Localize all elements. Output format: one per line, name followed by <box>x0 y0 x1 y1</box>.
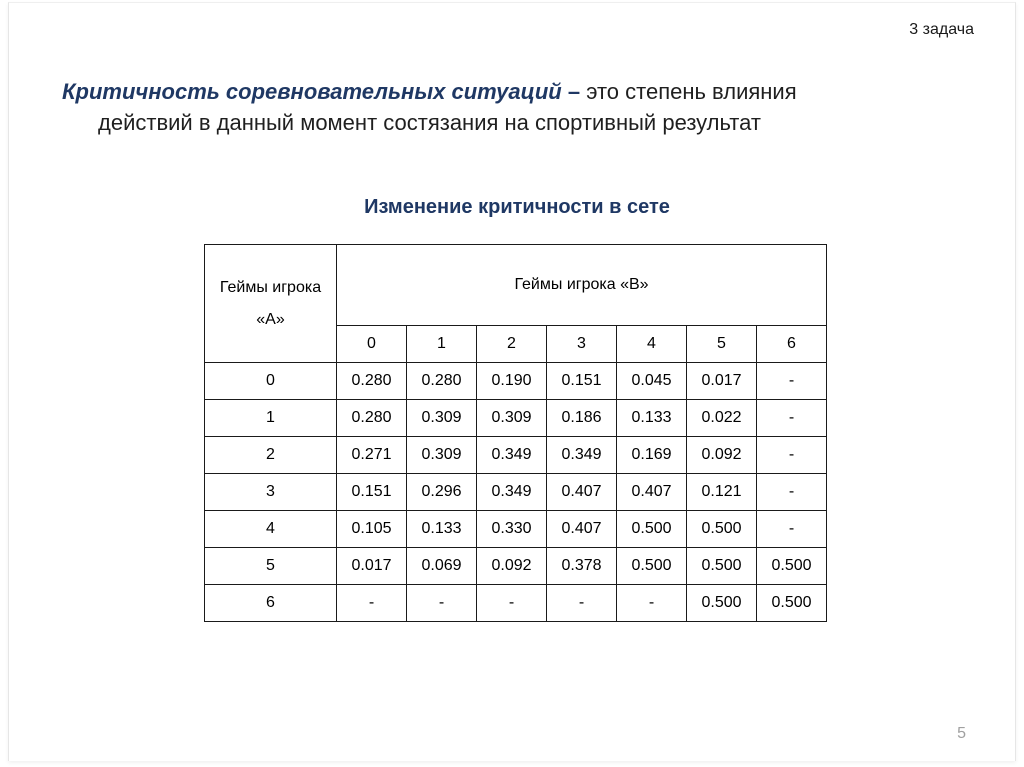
row-label: 4 <box>205 511 337 548</box>
row-label: 6 <box>205 585 337 622</box>
table-cell: 0.069 <box>407 548 477 585</box>
table-row <box>205 585 827 622</box>
table-row <box>205 437 827 474</box>
col-label: 3 <box>547 326 617 363</box>
col-label: 6 <box>757 326 827 363</box>
table-cell: - <box>477 585 547 622</box>
table-cell: - <box>337 585 407 622</box>
table-cell: 0.121 <box>687 474 757 511</box>
table-cell: 0.017 <box>687 363 757 400</box>
col-label: 0 <box>337 326 407 363</box>
table-cell: 0.169 <box>617 437 687 474</box>
table-cell: 0.092 <box>477 548 547 585</box>
table-cell: 0.092 <box>687 437 757 474</box>
table-header-row <box>205 245 827 326</box>
table-cell: 0.309 <box>477 400 547 437</box>
row-label: 1 <box>205 400 337 437</box>
definition-line2: действий в данный момент состязания на спортивный результат <box>98 110 761 135</box>
table-cell: 0.349 <box>477 474 547 511</box>
criticality-table <box>204 244 827 622</box>
table-cell: - <box>407 585 477 622</box>
table-cell: 0.105 <box>337 511 407 548</box>
col-label: 1 <box>407 326 477 363</box>
table-cell: 0.349 <box>547 437 617 474</box>
table-cell: - <box>757 474 827 511</box>
table-cell: 0.500 <box>687 585 757 622</box>
definition-dash: – <box>567 79 581 104</box>
table-cell: 0.309 <box>407 437 477 474</box>
page-number: 5 <box>957 725 966 742</box>
table-cell: - <box>547 585 617 622</box>
row-label: 2 <box>205 437 337 474</box>
table-cell: 0.407 <box>617 474 687 511</box>
table-cell: 0.133 <box>617 400 687 437</box>
table-row <box>205 474 827 511</box>
table-cell: 0.330 <box>477 511 547 548</box>
definition-line1-rest: это степень влияния <box>580 79 797 104</box>
table-cell: 0.017 <box>337 548 407 585</box>
table-row <box>205 363 827 400</box>
table-cell: 0.500 <box>687 548 757 585</box>
table-row <box>205 400 827 437</box>
table-cell: - <box>757 511 827 548</box>
table-cell: 0.280 <box>337 400 407 437</box>
table-cell: 0.022 <box>687 400 757 437</box>
col-label: 5 <box>687 326 757 363</box>
table-cell: 0.349 <box>477 437 547 474</box>
col-label: 4 <box>617 326 687 363</box>
row-label: 3 <box>205 474 337 511</box>
table-cell: 0.151 <box>337 474 407 511</box>
table-cell: 0.309 <box>407 400 477 437</box>
table-cell: 0.133 <box>407 511 477 548</box>
table-cell: 0.280 <box>337 363 407 400</box>
table-cell: 0.186 <box>547 400 617 437</box>
row-label: 0 <box>205 363 337 400</box>
table-cell: 0.500 <box>617 548 687 585</box>
table-cell: - <box>617 585 687 622</box>
table-title: Изменение критичности в сете <box>364 196 670 218</box>
table-row <box>205 511 827 548</box>
table-cell: - <box>757 363 827 400</box>
col-label: 2 <box>477 326 547 363</box>
table-cell: 0.280 <box>407 363 477 400</box>
table-cell: 0.296 <box>407 474 477 511</box>
table-cell: 0.500 <box>687 511 757 548</box>
table-cell: 0.500 <box>617 511 687 548</box>
table-cell: 0.407 <box>547 511 617 548</box>
table-cell: 0.407 <box>547 474 617 511</box>
table-cell: 0.190 <box>477 363 547 400</box>
task-label: 3 задача <box>909 21 974 38</box>
table-cell: 0.045 <box>617 363 687 400</box>
col-header-player-b: Геймы игрока «В» <box>337 245 827 326</box>
table-cell: 0.500 <box>757 548 827 585</box>
table-cell: 0.500 <box>757 585 827 622</box>
table-cell: - <box>757 437 827 474</box>
row-label: 5 <box>205 548 337 585</box>
row-header-player-a: Геймы игрока «А» <box>205 245 337 363</box>
definition-term: Критичность соревновательных ситуаций <box>62 79 562 104</box>
table-cell: 0.151 <box>547 363 617 400</box>
table-row <box>205 548 827 585</box>
table-cell: 0.271 <box>337 437 407 474</box>
table-cell: - <box>757 400 827 437</box>
definition-text <box>62 76 962 138</box>
table-cell: 0.378 <box>547 548 617 585</box>
